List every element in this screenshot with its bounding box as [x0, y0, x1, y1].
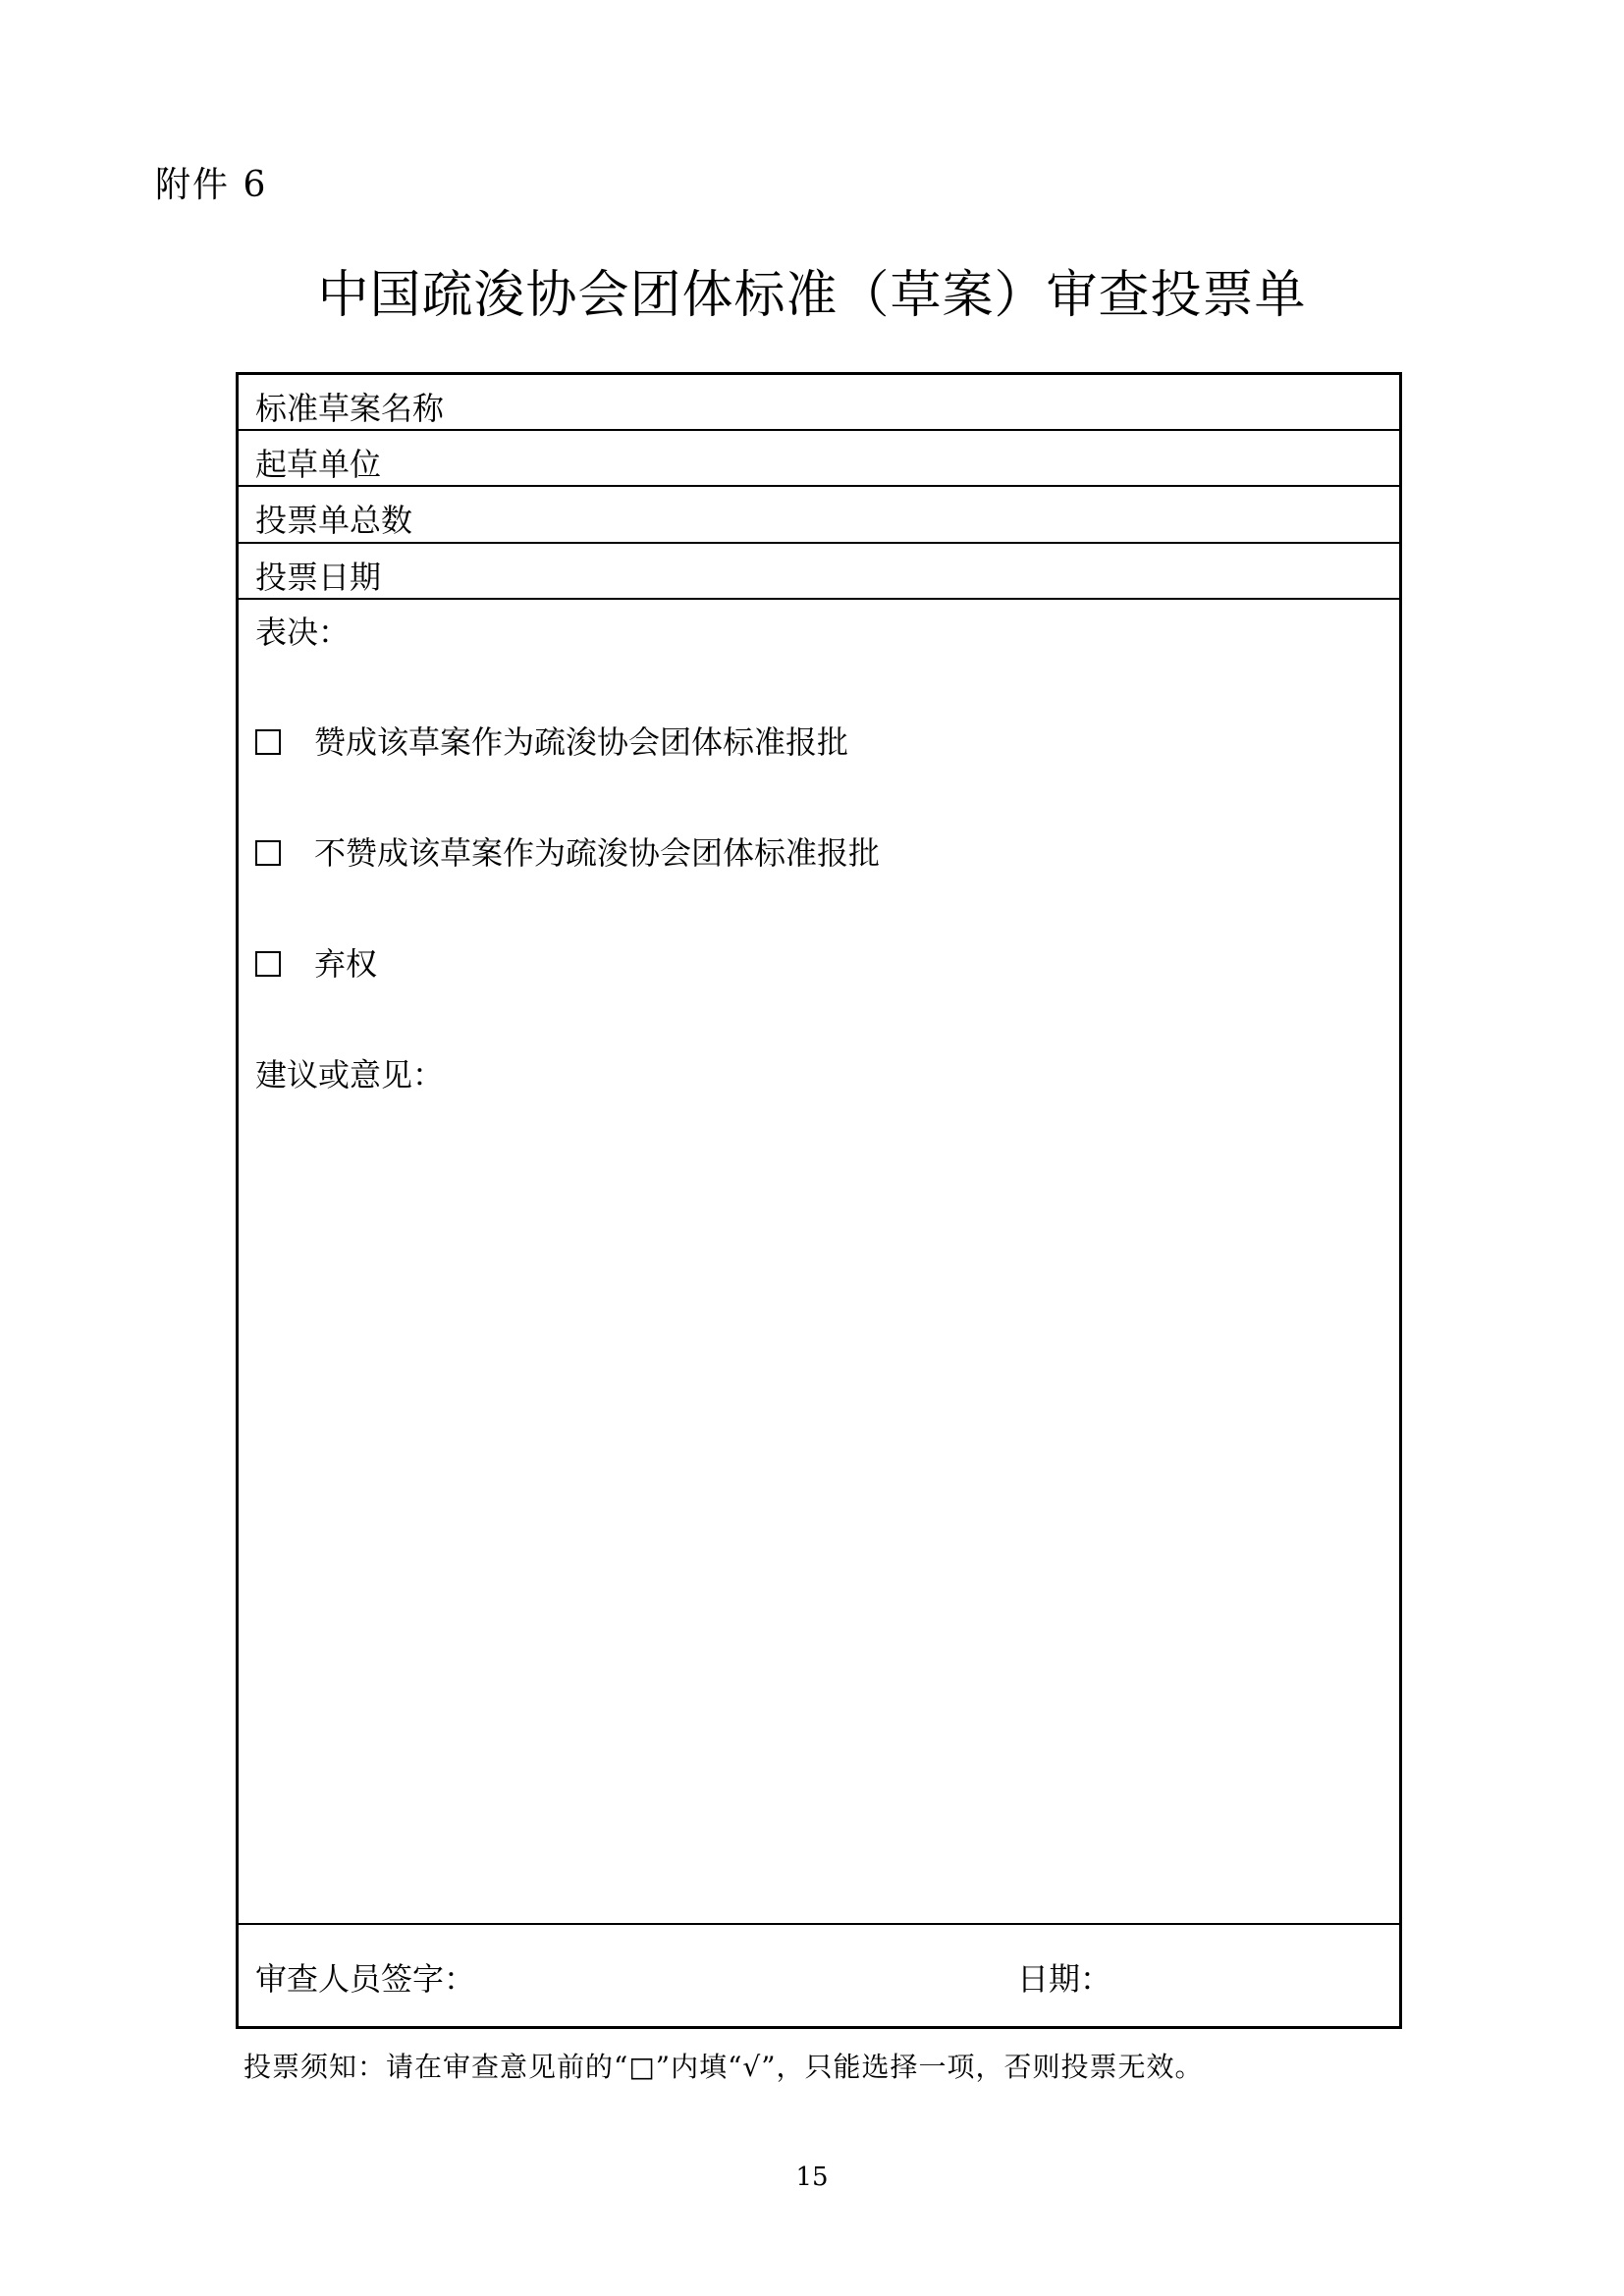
option-approve[interactable] [255, 718, 848, 763]
field-label: 起草单位 [255, 446, 382, 483]
attachment-label: 附件 6 [155, 165, 268, 205]
option-label: 不赞成该草案作为疏浚协会团体标准报批 [314, 834, 881, 872]
option-disapprove[interactable] [255, 828, 880, 874]
field-label: 投票单总数 [255, 502, 413, 539]
field-row-drafting-unit[interactable] [239, 431, 1399, 487]
decision-section [239, 600, 1399, 1925]
date-label: 日期： [1017, 1960, 1112, 1998]
page-number: 15 [795, 2163, 829, 2192]
signature-row[interactable] [239, 1925, 1399, 2026]
checkbox-icon[interactable] [255, 729, 281, 755]
page-title: 中国疏浚协会团体标准（草案）审查投票单 [317, 266, 1307, 325]
field-row-ballot-total[interactable] [239, 487, 1399, 544]
checkbox-icon[interactable] [255, 840, 281, 866]
option-label: 赞成该草案作为疏浚协会团体标准报批 [314, 723, 849, 761]
field-row-standard-name[interactable] [239, 375, 1399, 431]
field-label: 投票日期 [255, 559, 382, 596]
comments-label: 建议或意见： [255, 1056, 445, 1094]
checkbox-icon[interactable] [255, 951, 281, 977]
option-abstain[interactable] [255, 939, 377, 985]
decision-label: 表决： [255, 614, 351, 651]
field-label: 标准草案名称 [255, 390, 445, 427]
field-row-vote-date[interactable] [239, 544, 1399, 600]
signature-label: 审查人员签字： [255, 1960, 476, 1998]
ballot-form [236, 372, 1402, 2029]
voting-instructions: 投票须知：请在审查意见前的“□”内填“√”，只能选择一项，否则投票无效。 [244, 2051, 1204, 2083]
option-label: 弃权 [314, 945, 378, 983]
